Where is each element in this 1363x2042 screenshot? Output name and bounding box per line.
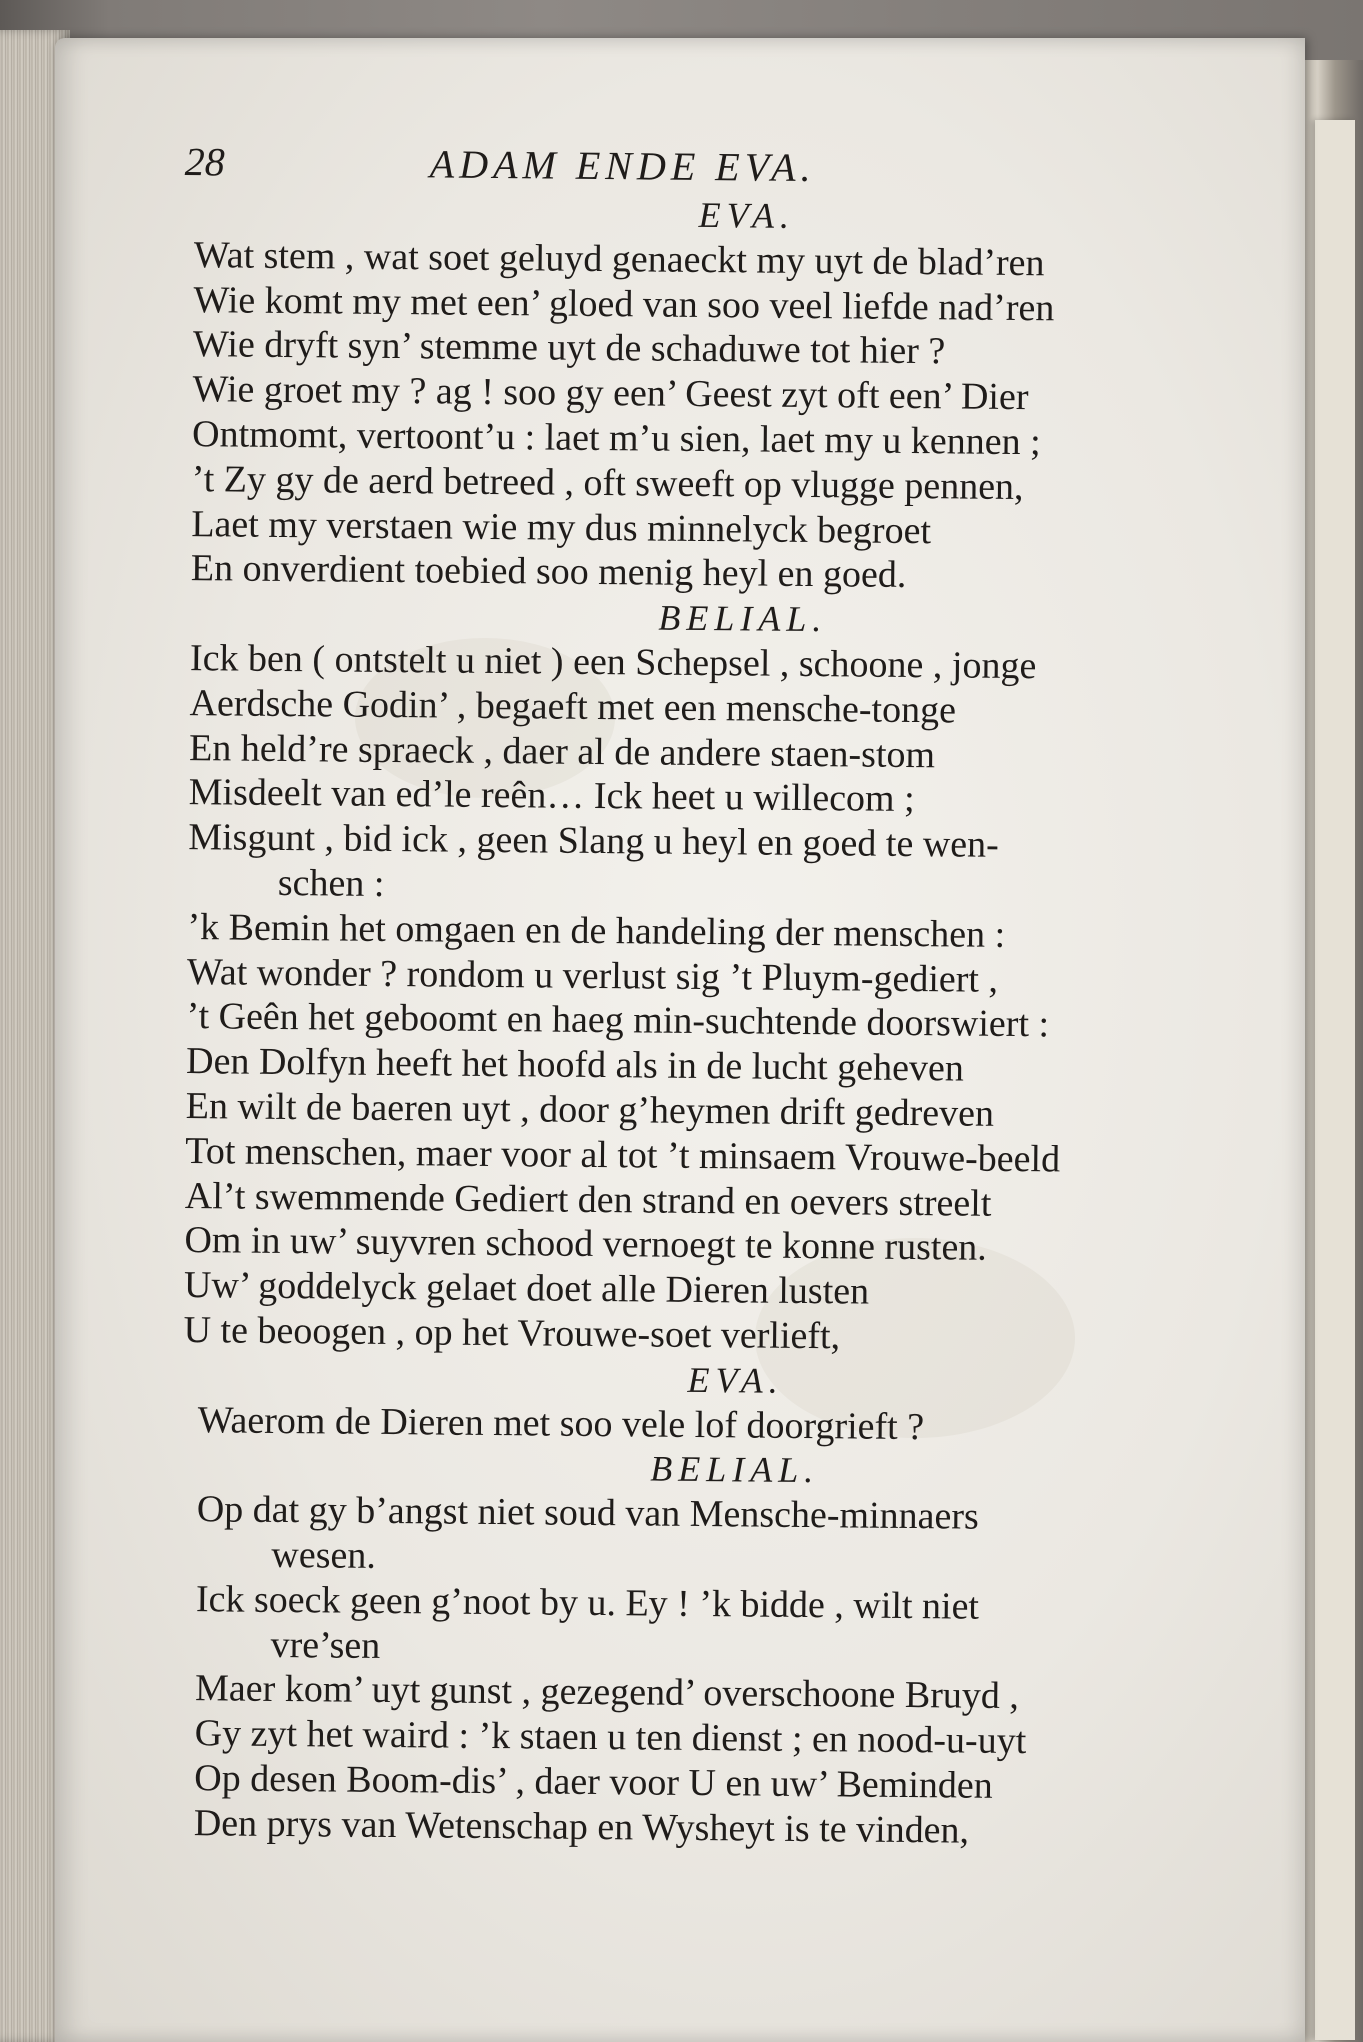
verse-line: Ick soeck geen g’noot by u. Ey ! ’k bidde , wilt niet: [195, 1577, 980, 1628]
verse-line: U te beoogen , op het Vrouwe-soet verlieft,: [183, 1308, 841, 1358]
verse-line: ’k Bemin het omgaen en de handeling der menschen :: [187, 905, 1006, 956]
verse-body: [169, 188, 1275, 1856]
verse-line: vre’sen: [270, 1623, 381, 1667]
speaker-name: BELIAL.: [650, 1448, 820, 1491]
verse-line: Tot menschen, maer voor al tot ’t minsaem Vrouwe-beeld: [185, 1129, 1061, 1181]
verse-line: En onverdient toebied soo menig heyl en goed.: [190, 547, 907, 597]
verse-line: Wat stem , wat soet geluyd genaeckt my uyt de blad’ren: [193, 233, 1045, 285]
page-text: [169, 140, 1275, 1856]
running-title: ADAM ENDE EVA.: [429, 141, 816, 191]
verse-line: Ontmomt, vertoont’u : laet m’u sien, laet my u kennen ;: [191, 413, 1041, 464]
verse-line: Al’t swemmende Gediert den strand en oevers streelt: [184, 1174, 992, 1225]
verse-line: Aerdsche Godin’ , begaeft met een mensche-tonge: [189, 681, 957, 732]
verse-line: Waerom de Dieren met soo vele lof doorgrieft ?: [197, 1398, 925, 1448]
verse-line: Wie groet my ? ag ! soo gy een’ Geest zyt oft een’ Dier: [192, 368, 1029, 419]
verse-line: Uw’ goddelyck gelaet doet alle Dieren lusten: [183, 1264, 870, 1313]
verse-line: Laet my verstaen wie my dus minnelyck begroet: [191, 502, 932, 552]
verse-line: Gy zyt het waird : ’k staen u ten dienst ; en nood-u-uyt: [194, 1712, 1027, 1763]
verse-line: Om in uw’ suyvren schood vernoegt te konne rusten.: [184, 1219, 988, 1270]
verse-line: Wat wonder ? rondom u verlust sig ’t Pluym-gediert ,: [186, 950, 999, 1001]
verse-line: Wie komt my met een’ gloed van soo veel liefde nad’ren: [193, 278, 1055, 329]
verse-line: Maer kom’ uyt gunst , gezegend’ overschoone Bruyd ,: [194, 1667, 1020, 1718]
verse-line: Den prys van Wetenschap en Wysheyt is te vinden,: [193, 1801, 970, 1852]
verse-line: ’t Zy gy de aerd betreed , oft sweeft op vlugge pennen,: [191, 457, 1024, 508]
speaker-name: EVA.: [687, 1359, 784, 1401]
verse-line: Op dat gy b’angst niet soud van Mensche-minnaers: [196, 1488, 980, 1538]
verse-line: Misdeelt van ed’le reên… Ick heet u willecom ;: [188, 771, 915, 821]
verse-line: wesen.: [271, 1533, 377, 1577]
speaker-name: EVA.: [698, 194, 796, 236]
verse-line: Den Dolfyn heeft het hoofd als in de lucht geheven: [185, 1040, 965, 1090]
verse-line: Op desen Boom-dis’ , daer voor U en uw’ Beminden: [194, 1757, 993, 1807]
facing-page-edge: [1315, 120, 1355, 2040]
verse-line: Wie dryft syn’ stemme uyt de schaduwe tot hier ?: [192, 323, 946, 373]
speaker-name: BELIAL.: [658, 597, 828, 640]
verse-line: Ick ben ( ontstelt u niet ) een Schepsel , schoone , jonge: [189, 637, 1037, 688]
verse-line: schen :: [277, 861, 385, 905]
page-number: 28: [184, 139, 226, 185]
verse-line: Misgunt , bid ick , geen Slang u heyl en goed te wen-: [188, 816, 999, 866]
verse-line: En held’re spraeck , daer al de andere staen-stom: [188, 726, 936, 776]
verse-line: En wilt de baeren uyt , door g’heymen drift gedreven: [185, 1084, 995, 1135]
verse-line: ’t Geên het geboomt en haeg min-suchtende doorswiert :: [186, 995, 1050, 1046]
